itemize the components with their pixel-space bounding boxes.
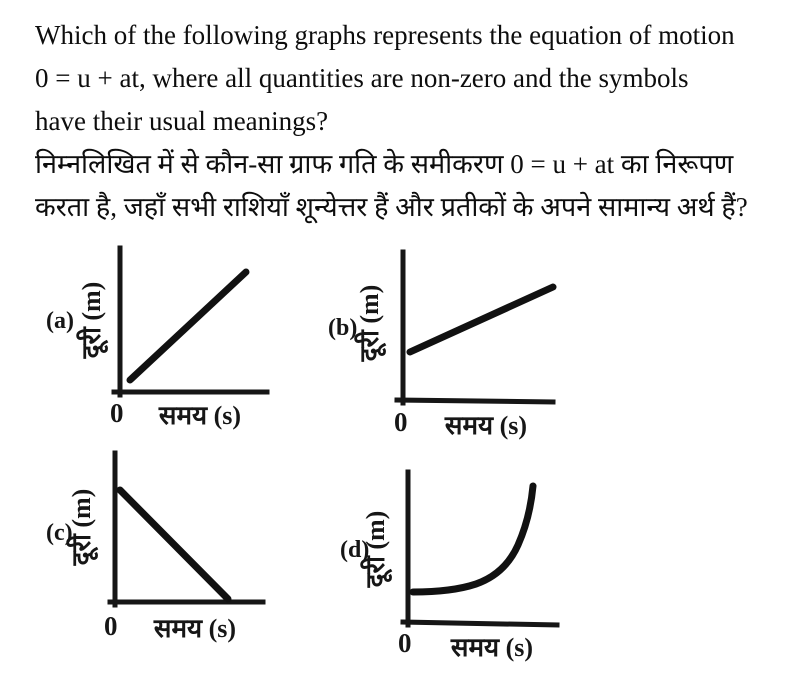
origin-label: 0 [104, 611, 118, 641]
y-axis-label: दूरी (m) [77, 281, 106, 359]
question-line-english-1: Which of the following graphs represents the equation of motion [35, 20, 735, 50]
option-d-label: (d) [340, 537, 370, 563]
x-axis [397, 400, 553, 402]
x-axis [403, 622, 557, 625]
question-line-hindi-1: निम्नलिखित में से कौन-सा ग्राफ गति के समीकरण 0 = u + at का निरूपण [35, 149, 734, 179]
option-b-label: (b) [328, 315, 358, 341]
question-line-hindi-2: करता है, जहाँ सभी राशियाँ शून्येत्तर हैं और प्रतीकों के अपने सामान्य अर्थ हैं? [35, 192, 748, 222]
graph-option-b [320, 245, 570, 450]
origin-label: 0 [110, 398, 124, 428]
option-c-label: (c) [46, 520, 73, 546]
data-line-rising-from-origin [130, 272, 246, 380]
origin-label: 0 [394, 407, 408, 437]
y-axis-label: दूरी (m) [355, 284, 384, 362]
x-axis-label: समय (s) [158, 401, 242, 430]
question-text-block [35, 14, 795, 229]
data-curve-steep-rise [413, 486, 533, 592]
y-axis-label: दूरी (m) [67, 488, 96, 566]
x-axis-label: समय (s) [444, 411, 528, 440]
question-line-english-2: 0 = u + at, where all quantities are non-zero and the symbols [35, 63, 689, 93]
question-line-english-3: have their usual meanings? [35, 106, 329, 136]
option-a-label: (a) [46, 308, 74, 334]
y-axis-label: दूरी (m) [361, 510, 390, 588]
graph-option-a [40, 240, 280, 440]
graph-option-c [40, 445, 280, 660]
x-axis-label: समय (s) [153, 614, 237, 643]
x-axis-label: समय (s) [450, 633, 534, 662]
origin-label: 0 [398, 628, 412, 658]
data-line-falling-to-axis [120, 490, 228, 599]
graph-option-d [330, 465, 580, 683]
data-line-rising-with-intercept [410, 287, 553, 352]
